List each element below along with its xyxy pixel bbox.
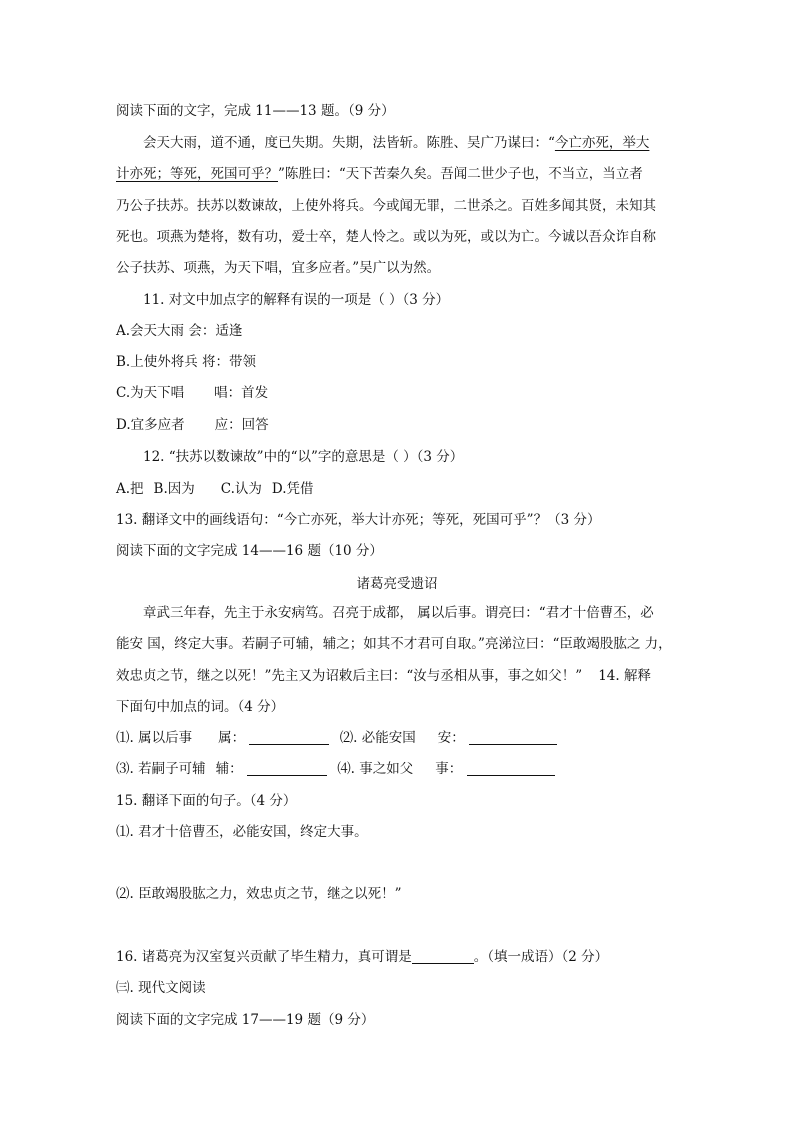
passage2-title: 诸葛亮受遗诏 [356, 576, 438, 592]
q15-sentence2: ⑵. 臣敢竭股肱之力，效忠贞之节，继之以死！” [116, 886, 402, 902]
passage2-text: 效忠贞之节，继之以死！”先主又为诏敕后主曰：“汝与丞相从事，事之如父！” [116, 668, 583, 684]
answer-blank[interactable] [467, 761, 555, 776]
passage2-line1: 章武三年春，先主于永安病笃。召亮于成都， 属以后事。谓亮曰：“君才十倍曹丕，必 [143, 605, 654, 621]
q14-item3-key: 辅： [215, 761, 243, 777]
q14-stem: 下面句中加点的词。（4 分） [116, 699, 285, 715]
q14-item2-key: 安： [437, 730, 465, 746]
answer-blank[interactable] [469, 730, 557, 745]
q14-row2 [116, 759, 555, 779]
passage2-line2: 能安 国，终定大事。若嗣子可辅，辅之；如其不才君可自取。”亮涕泣曰：“臣敢竭股肱之 力， [116, 636, 672, 652]
q11-option-a: A.会天大雨 会：适逢 [116, 323, 243, 339]
underlined-sentence: 今亡亦死，举大 [554, 135, 650, 151]
q11-13-header: 阅读下面的文字，完成 11——13 题。（9 分） [116, 103, 395, 119]
q12-stem: 12. “扶苏以数谏故”中的“以”字的意思是（ ）（3 分） [143, 449, 464, 465]
q14-item2: ⑵. 必能安国 [339, 730, 416, 746]
answer-blank[interactable] [412, 949, 474, 964]
q14-item4: ⑷. 事之如父 [337, 761, 414, 777]
q14-item1-key: 属： [218, 730, 246, 746]
option-c-explanation: 唱：首发 [214, 385, 269, 401]
q12-option-d: D.凭借 [271, 481, 314, 497]
passage2-line3 [116, 666, 651, 686]
q17-19-header: 阅读下面的文字完成 17——19 题（9 分） [116, 1012, 375, 1028]
q16-text: 16. 诸葛亮为汉室复兴贡献了毕生精力，真可谓是 [116, 949, 412, 965]
q14-16-header: 阅读下面的文字完成 14——16 题（10 分） [116, 543, 383, 559]
q14-number: 14. 解释 [598, 668, 651, 684]
passage1-text: ”陈胜曰：“天下苦秦久矣。吾闻二世少子也，不当立，当立者 [278, 166, 643, 182]
q14-item1: ⑴. 属以后事 [116, 730, 193, 746]
passage1-line5: 公子扶苏、项燕，为天下唱，宜多应者。”吴广以为然。 [116, 260, 441, 276]
q16-stem [116, 947, 608, 967]
q13-stem: 13. 翻译文中的画线语句：“今亡亦死，举大计亦死；等死，死国可乎”？（3 分） [116, 512, 601, 528]
q11-option-c [116, 383, 268, 403]
q12-option-b: B.因为 [153, 481, 195, 497]
option-c-phrase: C.为天下唱 [116, 385, 185, 401]
passage1-line2 [116, 164, 643, 184]
q16-text-end: 。（填一成语）（2 分） [473, 949, 609, 965]
q15-sentence1: ⑴. 君才十倍曹丕，必能安国，终定大事。 [116, 824, 368, 840]
option-d-explanation: 应：回答 [214, 417, 269, 433]
section3-heading: ㈢. 现代文阅读 [116, 980, 206, 996]
q14-row1 [116, 728, 557, 748]
q15-stem: 15. 翻译下面的句子。（4 分） [116, 793, 297, 809]
q12-option-c: C.认为 [220, 481, 262, 497]
underlined-sentence: 计亦死；等死，死国可乎？ [116, 166, 278, 182]
q14-item4-key: 事： [435, 761, 463, 777]
option-d-phrase: D.宜多应者 [116, 417, 185, 433]
passage1-line4: 死也。项燕为楚将，数有功，爱士卒，楚人怜之。或以为死，或以为亡。今诚以吾众诈自称 [116, 229, 656, 245]
answer-blank[interactable] [247, 761, 327, 776]
q11-option-d [116, 415, 269, 435]
passage1-line1 [143, 133, 649, 153]
q12-options [116, 479, 314, 499]
q11-option-b: B.上使外将兵 将：带领 [116, 354, 257, 370]
q14-item3: ⑶. 若嗣子可辅 [116, 761, 206, 777]
passage1-text: 会天大雨，道不通，度已失期。失期，法皆斩。陈胜、吴广乃谋曰：“ [143, 135, 555, 151]
passage1-line3: 乃公子扶苏。扶苏以数谏故，上使外将兵。今或闻无罪，二世杀之。百姓多闻其贤，未知其 [116, 198, 656, 214]
answer-blank[interactable] [249, 730, 329, 745]
q11-stem: 11. 对文中加点字的解释有误的一项是（ ）（3 分） [143, 292, 450, 308]
q12-option-a: A.把 [116, 481, 144, 497]
